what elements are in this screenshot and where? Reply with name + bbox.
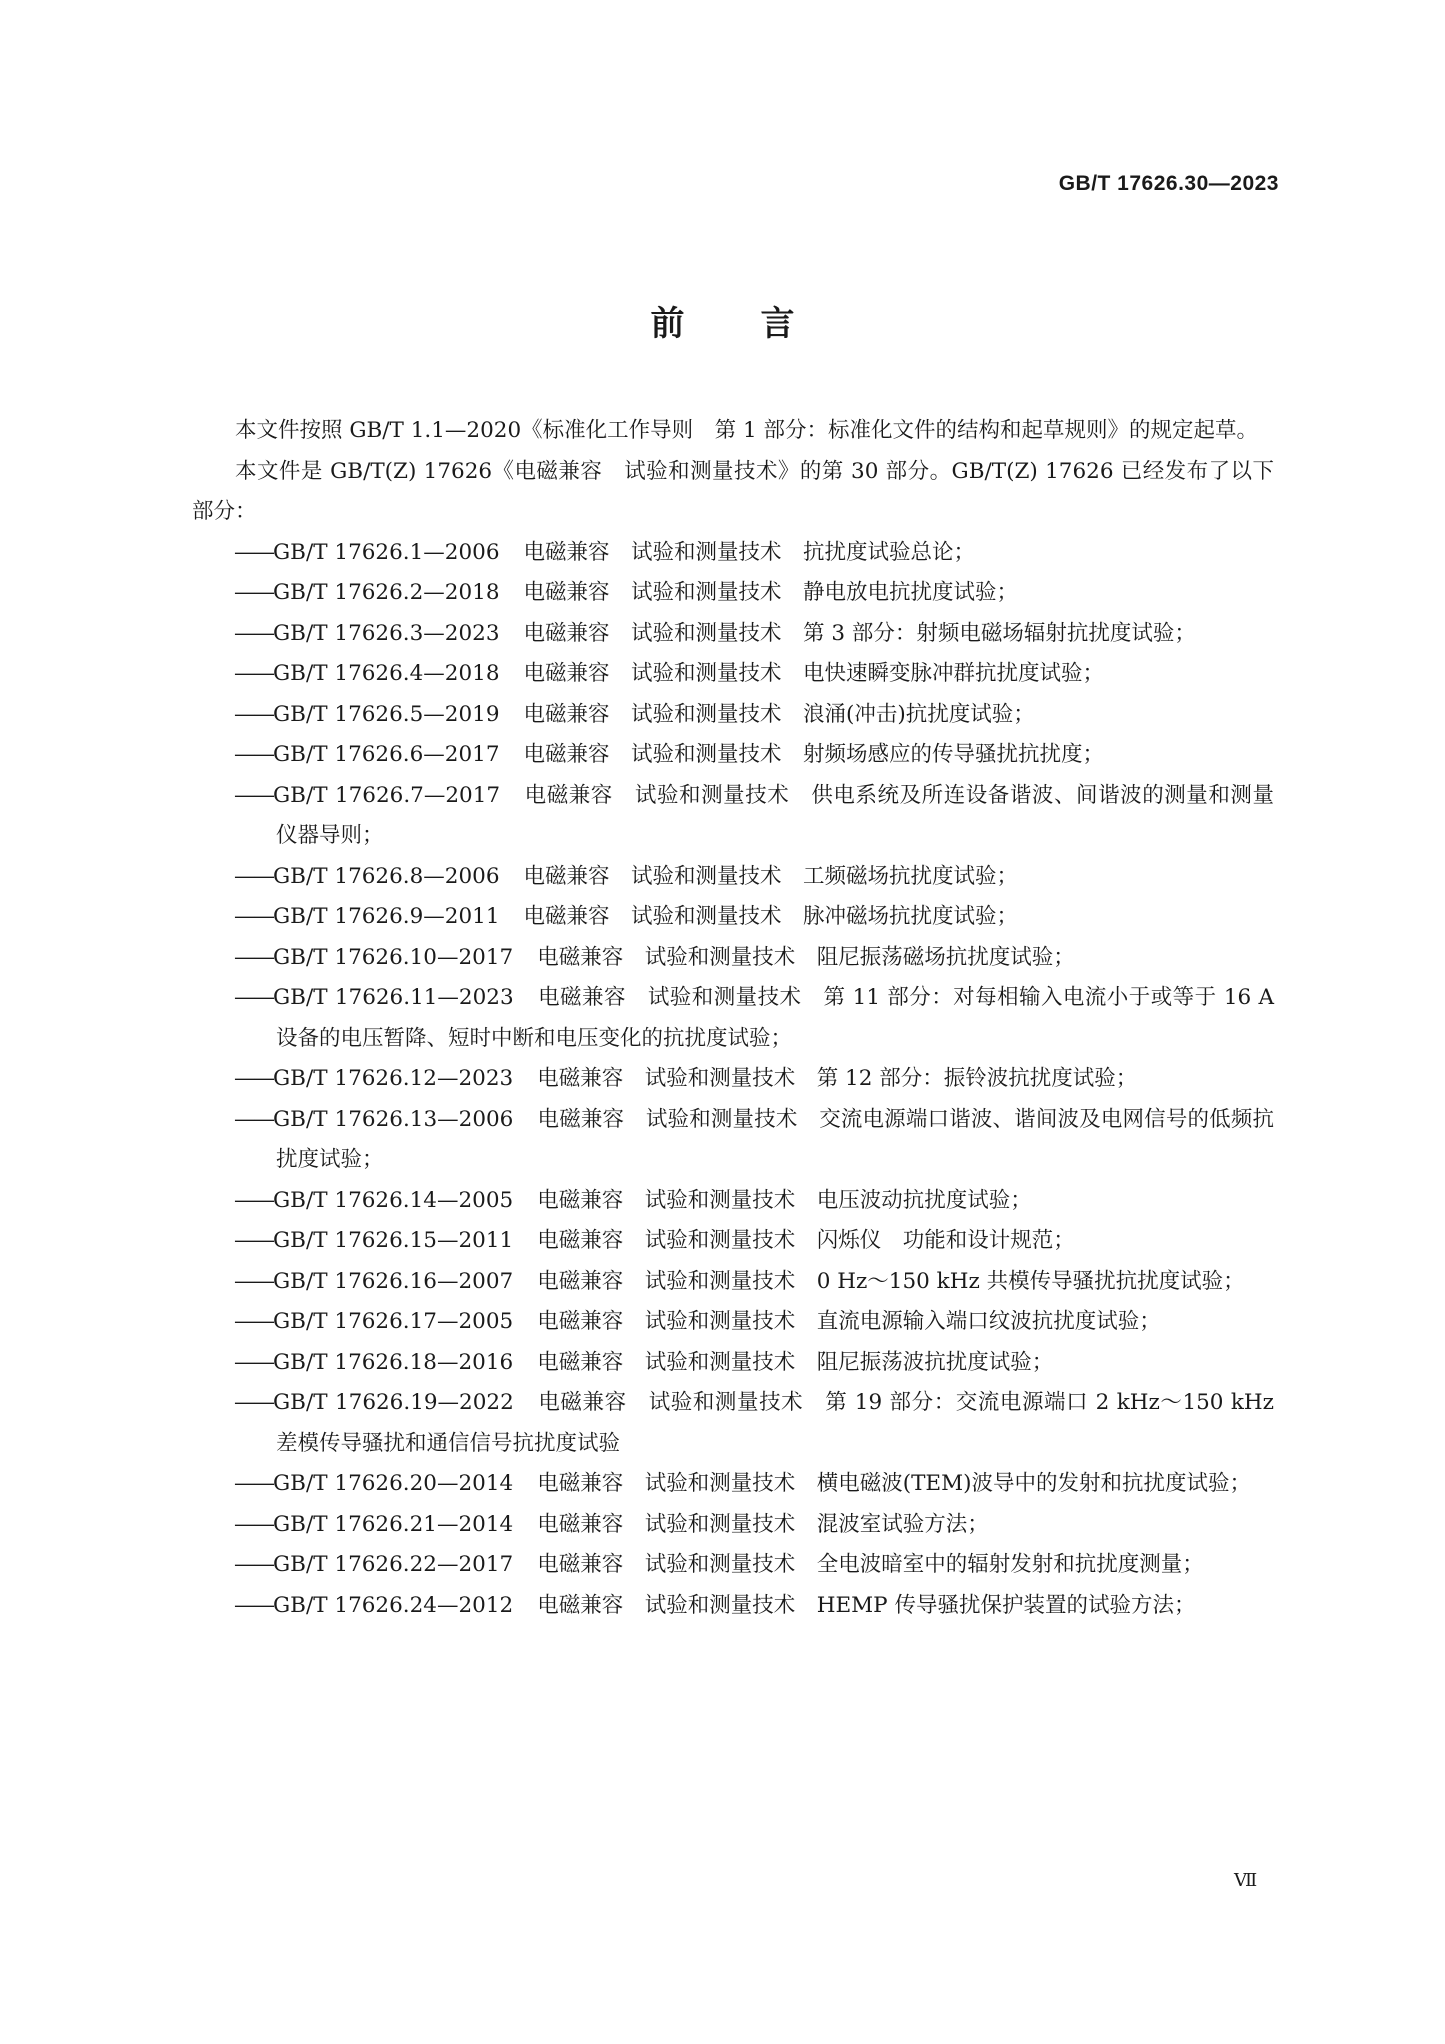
list-item (192, 533, 1274, 574)
list-dash: —— (234, 1228, 273, 1253)
list-dash: —— (234, 1187, 273, 1213)
standard-title: 电磁兼容 试验和测量技术 工频磁场抗扰度试验； (523, 863, 1019, 889)
list-item (192, 1586, 1274, 1627)
list-item (192, 1505, 1274, 1546)
standard-code: GB/T 17626.8—2006 (273, 863, 500, 889)
list-item (192, 614, 1274, 655)
list-dash: —— (234, 620, 273, 646)
standard-title: 电磁兼容 试验和测量技术 电压波动抗扰度试验； (537, 1187, 1032, 1213)
standard-code: GB/T 17626.16—2007 (273, 1268, 514, 1294)
document-code-header: GB/T 17626.30—2023 (1058, 172, 1279, 195)
list-dash: —— (234, 1066, 273, 1091)
standard-title: 电磁兼容 试验和测量技术 直流电源输入端口纹波抗扰度试验； (537, 1309, 1161, 1334)
standard-code: GB/T 17626.21—2014 (273, 1511, 514, 1537)
list-item (192, 897, 1274, 938)
list-item (192, 857, 1274, 898)
list-dash: —— (234, 863, 273, 889)
standard-title: 电磁兼容 试验和测量技术 阻尼振荡磁场抗扰度试验； (537, 944, 1075, 970)
list-dash: —— (234, 701, 273, 727)
standard-code: GB/T 17626.14—2005 (273, 1187, 514, 1213)
standard-title: 电磁兼容 试验和测量技术 阻尼振荡波抗扰度试验； (537, 1349, 1054, 1375)
list-dash: —— (234, 1471, 273, 1496)
standard-code: GB/T 17626.13—2006 (273, 1106, 514, 1132)
list-item (192, 573, 1274, 614)
standard-title: 电磁兼容 试验和测量技术 抗扰度试验总论； (523, 539, 976, 565)
list-dash: —— (234, 1309, 273, 1334)
standard-title: 电磁兼容 试验和测量技术 静电放电抗扰度试验； (523, 580, 1019, 605)
list-item (192, 1059, 1274, 1100)
standard-title: 电磁兼容 试验和测量技术 HEMP 传导骚扰保护装置的试验方法； (537, 1592, 1196, 1618)
standard-title: 电磁兼容 试验和测量技术 混波室试验方法； (537, 1511, 989, 1537)
standard-code: GB/T 17626.11—2023 (273, 985, 514, 1010)
standard-code: GB/T 17626.19—2022 (273, 1390, 514, 1415)
list-item (192, 1221, 1274, 1262)
list-dash: —— (234, 1349, 273, 1375)
standard-code: GB/T 17626.17—2005 (273, 1309, 514, 1334)
standard-code: GB/T 17626.5—2019 (273, 701, 500, 727)
standard-title: 电磁兼容 试验和测量技术 闪烁仪 功能和设计规范； (537, 1228, 1075, 1253)
list-item (192, 938, 1274, 979)
list-item (192, 776, 1274, 857)
standard-title: 电磁兼容 试验和测量技术 交流电源端口谐波、谐间波及电网信号的低频抗扰度试验； (276, 1106, 1274, 1172)
standard-title: 电磁兼容 试验和测量技术 横电磁波(TEM)波导中的发射和抗扰度试验； (537, 1471, 1252, 1496)
standard-code: GB/T 17626.2—2018 (273, 580, 500, 605)
standard-title: 电磁兼容 试验和测量技术 第 3 部分：射频电磁场辐射抗扰度试验； (523, 620, 1196, 646)
list-item (192, 1464, 1274, 1505)
standard-title: 电磁兼容 试验和测量技术 全电波暗室中的辐射发射和抗扰度测量； (537, 1552, 1204, 1577)
list-item (192, 735, 1274, 776)
standard-code: GB/T 17626.22—2017 (273, 1552, 514, 1577)
standard-title: 电磁兼容 试验和测量技术 0 Hz～150 kHz 共模传导骚扰抗扰度试验； (537, 1268, 1245, 1294)
list-item (192, 695, 1274, 736)
standard-title: 电磁兼容 试验和测量技术 脉冲磁场抗扰度试验； (523, 904, 1019, 929)
standard-code: GB/T 17626.20—2014 (273, 1471, 514, 1496)
list-dash: —— (234, 944, 273, 970)
list-dash: —— (234, 1390, 273, 1415)
standard-code: GB/T 17626.7—2017 (273, 782, 501, 808)
standard-code: GB/T 17626.10—2017 (273, 944, 514, 970)
standard-title: 电磁兼容 试验和测量技术 电快速瞬变脉冲群抗扰度试验； (523, 661, 1105, 686)
parts-list (192, 533, 1274, 1627)
standard-code: GB/T 17626.3—2023 (273, 620, 500, 646)
standard-code: GB/T 17626.15—2011 (273, 1228, 514, 1253)
standard-code: GB/T 17626.24—2012 (273, 1592, 514, 1618)
list-item (192, 1100, 1274, 1181)
list-dash: —— (234, 1592, 273, 1618)
intro-paragraph: 本文件按照 GB/T 1.1—2020《标准化工作导则 第 1 部分：标准化文件的结构和起草规则》的规定起草。 (235, 418, 1258, 443)
standard-title: 电磁兼容 试验和测量技术 第 12 部分：振铃波抗扰度试验； (537, 1066, 1138, 1091)
document-body (192, 411, 1274, 1626)
standard-title: 电磁兼容 试验和测量技术 射频场感应的传导骚扰抗扰度； (523, 742, 1105, 767)
standard-title: 电磁兼容 试验和测量技术 供电系统及所连设备谐波、间谐波的测量和测量仪器导则； (276, 782, 1274, 848)
list-item (192, 1302, 1274, 1343)
standard-title: 电磁兼容 试验和测量技术 浪涌(冲击)抗扰度试验； (523, 701, 1035, 727)
list-dash: —— (234, 580, 273, 605)
standard-code: GB/T 17626.6—2017 (273, 742, 500, 767)
intro-paragraph: 本文件是 GB/T(Z) 17626《电磁兼容 试验和测量技术》的第 30 部分。GB/T(Z) 17626 已经发布了以下部分： (192, 458, 1274, 524)
list-dash: —— (234, 1106, 273, 1132)
list-dash: —— (234, 1268, 273, 1294)
list-item (192, 654, 1274, 695)
list-dash: —— (234, 661, 273, 686)
list-item (192, 978, 1274, 1059)
standard-code: GB/T 17626.4—2018 (273, 661, 500, 686)
list-dash: —— (234, 1511, 273, 1537)
page-number: Ⅶ (1234, 1870, 1258, 1891)
list-item (192, 1383, 1274, 1464)
standard-code: GB/T 17626.9—2011 (273, 904, 500, 929)
list-dash: —— (234, 904, 273, 929)
list-dash: —— (234, 742, 273, 767)
page-title: 前言 (650, 304, 871, 344)
list-item (192, 1262, 1274, 1303)
list-dash: —— (234, 539, 273, 565)
standard-title: 电磁兼容 试验和测量技术 第 19 部分：交流电源端口 2 kHz～150 kHz差模传导骚扰和通信信号抗扰度试验 (276, 1390, 1274, 1456)
list-item (192, 1343, 1274, 1384)
standard-title: 电磁兼容 试验和测量技术 第 11 部分：对每相输入电流小于或等于 16 A 设备的电压暂降、短时中断和电压变化的抗扰度试验； (276, 985, 1274, 1051)
standard-code: GB/T 17626.18—2016 (273, 1349, 514, 1375)
list-dash: —— (234, 985, 273, 1010)
list-dash: —— (234, 1552, 273, 1577)
standard-code: GB/T 17626.12—2023 (273, 1066, 514, 1091)
list-item (192, 1181, 1274, 1222)
list-item (192, 1545, 1274, 1586)
list-dash: —— (234, 782, 273, 808)
standard-code: GB/T 17626.1—2006 (273, 539, 500, 565)
